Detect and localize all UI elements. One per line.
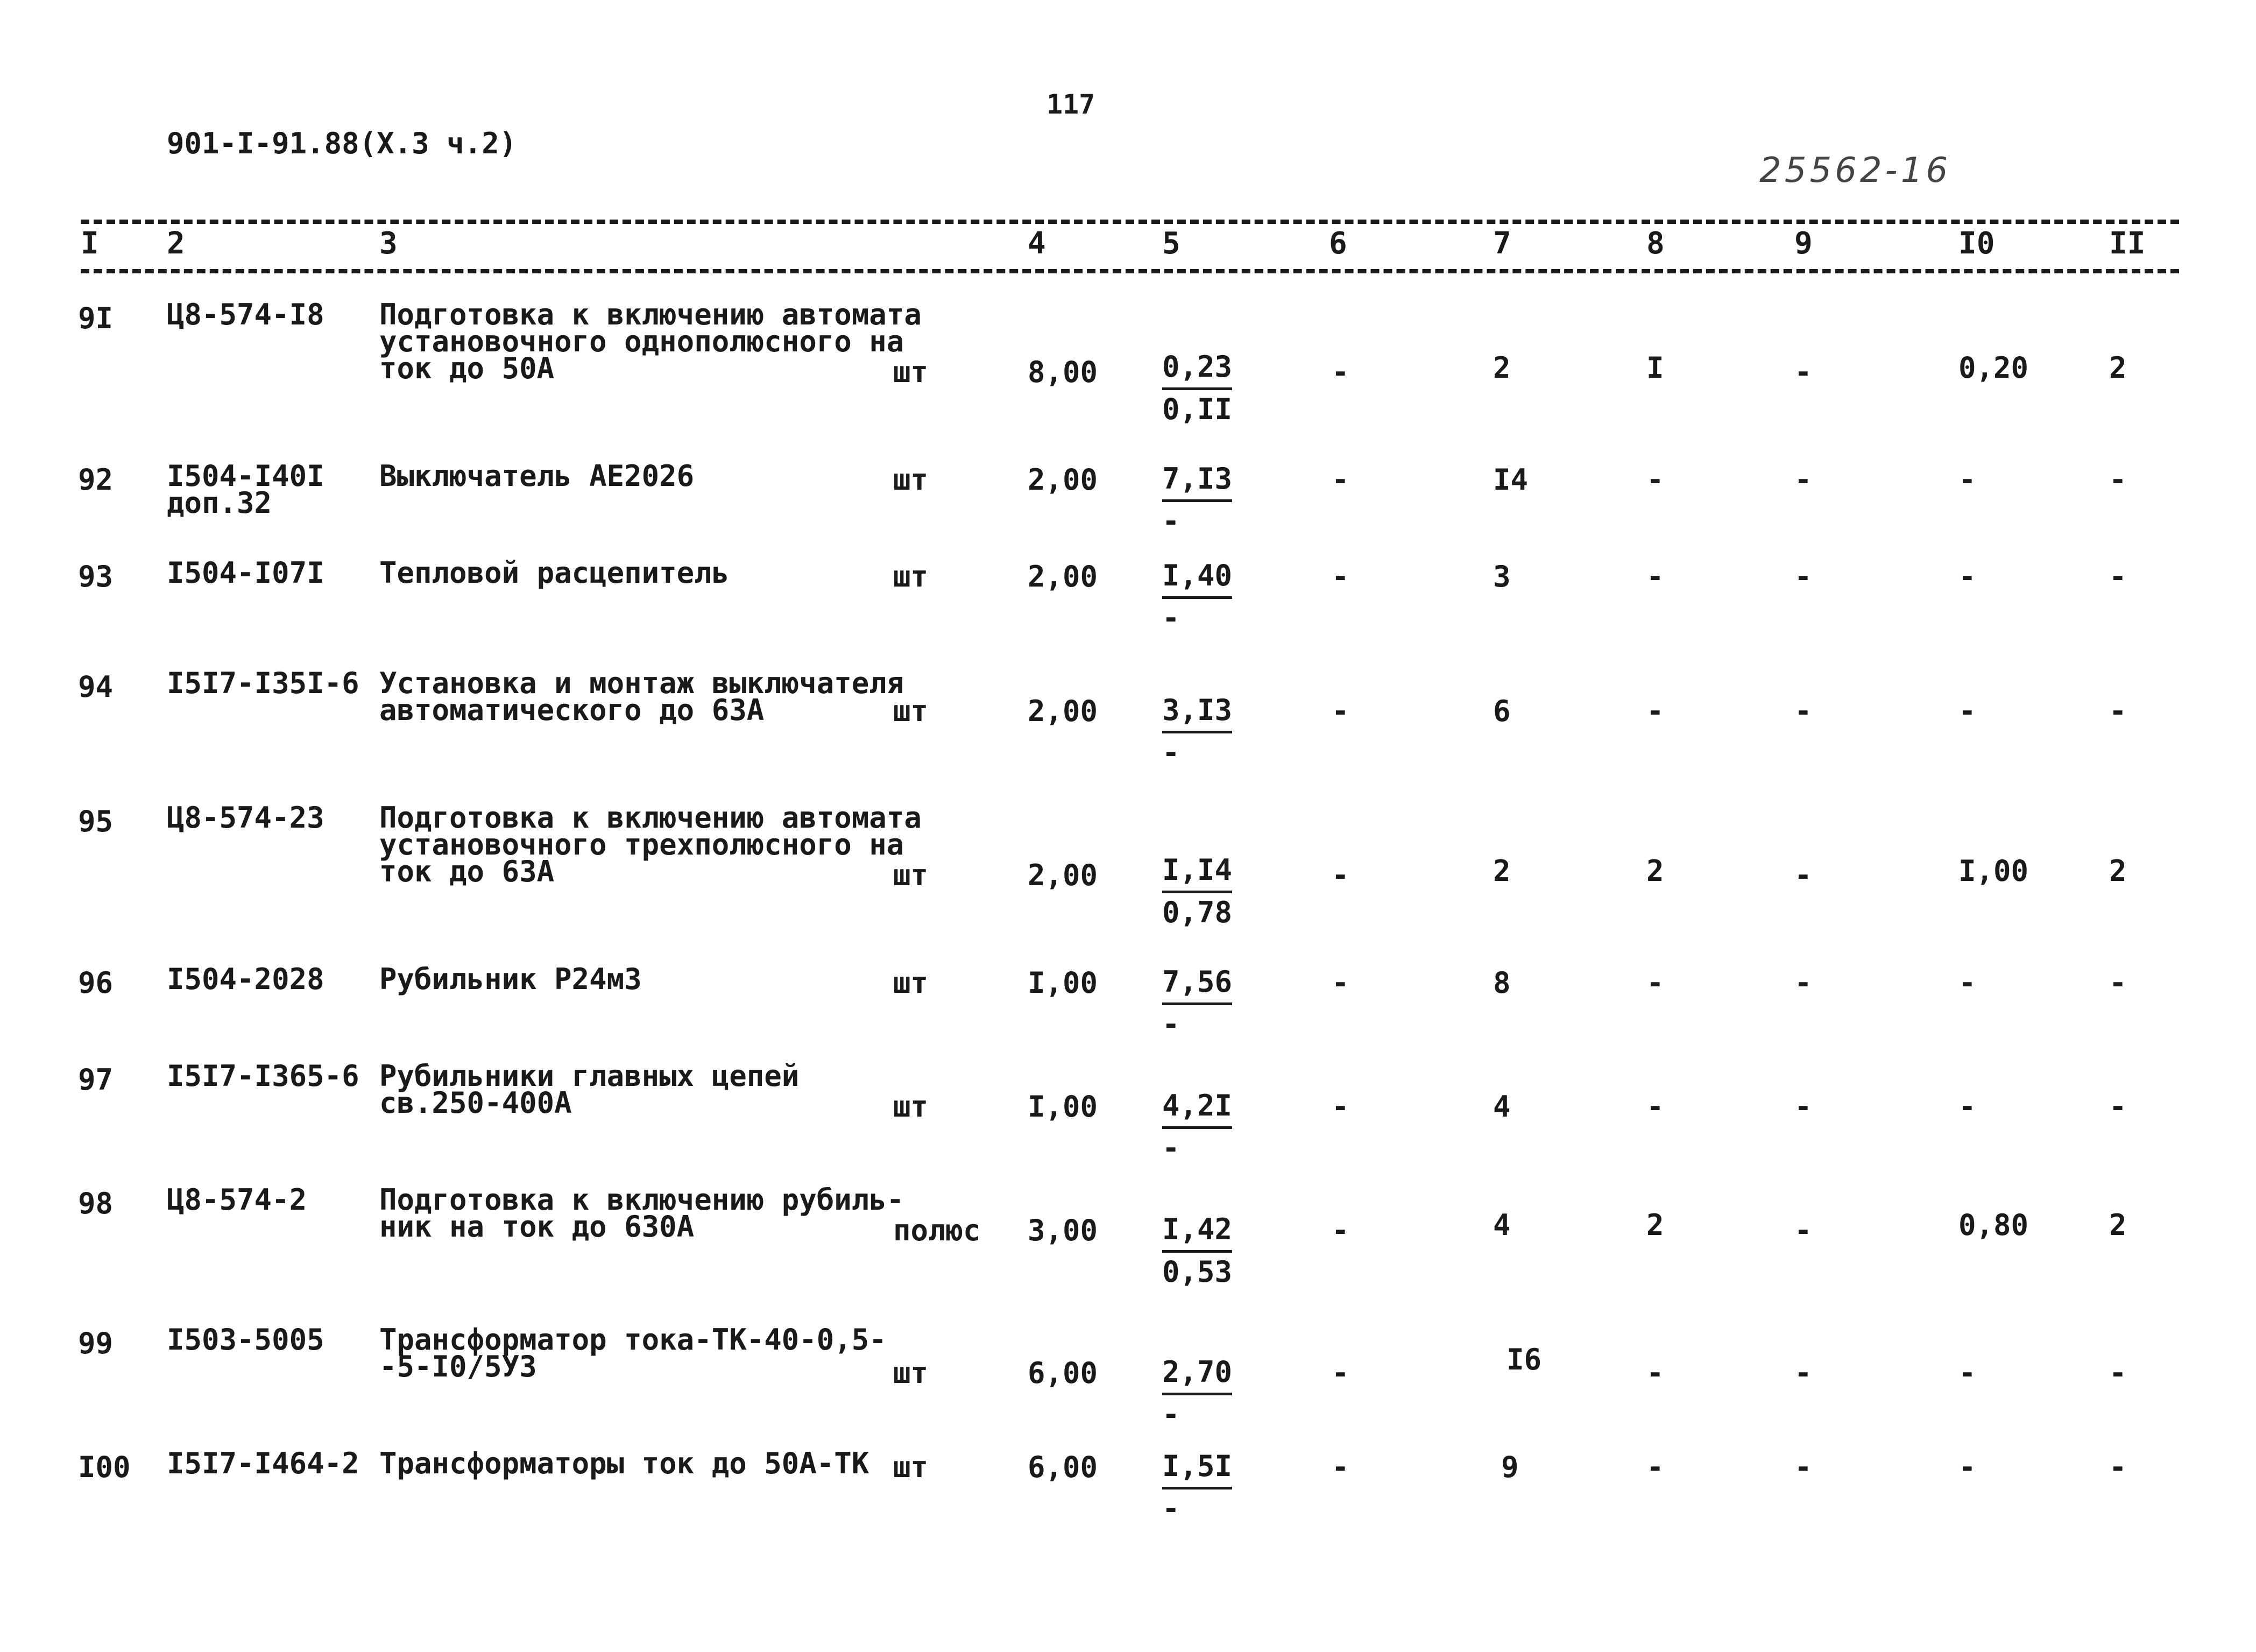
column-11-value: 2 [2109, 1208, 2127, 1242]
column-9-value: - [1794, 560, 1812, 594]
unit: полюс [893, 1213, 981, 1247]
row-number: 96 [78, 966, 114, 1000]
unit: шт [893, 966, 929, 1000]
quantity: I,00 [1028, 966, 1098, 1000]
column-9-value: - [1794, 694, 1812, 728]
row-number: 94 [78, 670, 114, 704]
column-9-value: - [1794, 463, 1812, 497]
column-11-value: - [2109, 966, 2127, 1000]
fraction-numerator: 2,70 [1162, 1355, 1233, 1389]
quantity: 2,00 [1028, 560, 1098, 594]
row-number: 98 [78, 1187, 114, 1220]
work-description: Установка и монтаж выключателя автоматического до 63А [379, 666, 904, 727]
column-header-3: 3 [379, 226, 398, 261]
resource-code: I5I7-I464-2 [167, 1446, 359, 1480]
column-8-value: 2 [1646, 854, 1664, 888]
fraction-bar [1162, 891, 1232, 893]
fraction-denominator: - [1162, 1397, 1180, 1431]
column-5-fraction [1162, 966, 1232, 1041]
column-10-value: - [1958, 966, 1976, 1000]
fraction-bar [1162, 731, 1232, 733]
column-6-value: - [1332, 1213, 1349, 1247]
resource-code: I503-5005 [167, 1323, 324, 1357]
work-description: Рубильники главных цепей св.250-400А [379, 1059, 800, 1120]
fraction-bar [1162, 596, 1232, 599]
column-5-fraction [1162, 1090, 1232, 1164]
column-7-value: 8 [1493, 966, 1511, 1000]
column-11-value: 2 [2109, 854, 2127, 888]
column-8-value: - [1646, 560, 1664, 594]
resource-code: Ц8-574-2 [167, 1183, 307, 1217]
column-6-value: - [1332, 694, 1349, 728]
row-number: 99 [78, 1326, 114, 1360]
document-code: 901-I-91.88(X.3 ч.2) [167, 126, 517, 160]
column-10-value: - [1958, 463, 1976, 497]
row-number: 95 [78, 804, 114, 838]
column-9-value: - [1794, 355, 1812, 389]
column-header-1: I [81, 226, 99, 261]
column-10-value: - [1958, 1356, 1976, 1390]
column-7-value: 3 [1493, 560, 1511, 594]
column-7-value: 2 [1493, 854, 1511, 888]
column-10-value: - [1958, 1090, 1976, 1124]
column-header-6: 6 [1329, 226, 1347, 261]
unit: шт [893, 560, 929, 594]
unit: шт [893, 694, 929, 728]
column-11-value: 2 [2109, 351, 2127, 385]
column-9-value: - [1794, 858, 1812, 892]
fraction-denominator: - [1162, 736, 1180, 769]
column-11-value: - [2109, 1090, 2127, 1124]
column-8-value: 2 [1646, 1208, 1664, 1242]
work-description: Трансформаторы ток до 50А-ТК [379, 1446, 869, 1480]
quantity: 2,00 [1028, 858, 1098, 892]
fraction-denominator: - [1162, 1131, 1180, 1165]
column-header-2: 2 [167, 226, 185, 261]
fraction-denominator: - [1162, 504, 1180, 538]
quantity: I,00 [1028, 1090, 1098, 1124]
column-9-value: - [1794, 1090, 1812, 1124]
column-header-5: 5 [1162, 226, 1180, 261]
fraction-bar [1162, 1003, 1232, 1005]
header-bottom-rule [81, 269, 2179, 273]
column-10-value: - [1958, 694, 1976, 728]
column-5-fraction [1162, 1213, 1232, 1288]
work-description: Выключатель АЕ2026 [379, 459, 695, 493]
fraction-numerator: I,42 [1162, 1212, 1233, 1246]
column-6-value: - [1332, 1450, 1349, 1484]
fraction-denominator: - [1162, 1492, 1180, 1526]
work-description: Тепловой расцепитель [379, 556, 730, 590]
row-number: I00 [78, 1450, 131, 1484]
column-header-8: 8 [1646, 226, 1665, 261]
column-10-value: 0,20 [1958, 351, 2029, 385]
column-9-value: - [1794, 1213, 1812, 1247]
column-6-value: - [1332, 355, 1349, 389]
work-description: Рубильник Р24м3 [379, 962, 642, 996]
column-8-value: - [1646, 1090, 1664, 1124]
column-7-value: 4 [1493, 1208, 1511, 1242]
work-description: Подготовка к включению рубиль- ник на ток до 630А [379, 1183, 904, 1244]
column-8-value: - [1646, 463, 1664, 497]
column-11-value: - [2109, 694, 2127, 728]
quantity: 6,00 [1028, 1450, 1098, 1484]
column-6-value: - [1332, 1090, 1349, 1124]
column-header-10: I0 [1958, 226, 1995, 261]
column-8-value: - [1646, 1356, 1664, 1390]
column-7-value: 2 [1493, 351, 1511, 385]
fraction-numerator: 7,56 [1162, 965, 1233, 999]
unit: шт [893, 355, 929, 389]
fraction-numerator: 3,I3 [1162, 693, 1233, 727]
resource-code: I504-2028 [167, 962, 324, 996]
resource-code: I5I7-I365-6 [167, 1059, 359, 1093]
fraction-denominator: - [1162, 1007, 1180, 1041]
column-11-value: - [2109, 1356, 2127, 1390]
handwritten-number: 25562-16 [1759, 151, 1951, 190]
column-7-value: 9 [1501, 1450, 1519, 1484]
unit: шт [893, 1450, 929, 1484]
column-6-value: - [1332, 560, 1349, 594]
column-6-value: - [1332, 1356, 1349, 1390]
quantity: 8,00 [1028, 355, 1098, 389]
fraction-denominator: 0,II [1162, 392, 1233, 426]
column-8-value: - [1646, 694, 1664, 728]
quantity: 3,00 [1028, 1213, 1098, 1247]
unit: шт [893, 858, 929, 892]
fraction-numerator: 0,23 [1162, 350, 1233, 384]
resource-code: I504-I40I доп.32 [167, 459, 324, 520]
fraction-numerator: I,40 [1162, 559, 1233, 592]
unit: шт [893, 463, 929, 497]
column-7-value: I4 [1493, 463, 1529, 497]
column-8-value: - [1646, 966, 1664, 1000]
column-header-11: II [2109, 226, 2146, 261]
column-5-fraction [1162, 463, 1232, 538]
row-number: 93 [78, 560, 114, 594]
column-6-value: - [1332, 966, 1349, 1000]
column-5-fraction [1162, 351, 1232, 426]
unit: шт [893, 1356, 929, 1390]
fraction-numerator: I,5I [1162, 1449, 1233, 1483]
column-6-value: - [1332, 858, 1349, 892]
fraction-denominator: 0,78 [1162, 895, 1233, 929]
column-10-value: - [1958, 1450, 1976, 1484]
column-9-value: - [1794, 966, 1812, 1000]
row-number: 9I [78, 301, 114, 335]
column-8-value: I [1646, 351, 1664, 385]
column-7-value: 6 [1493, 694, 1511, 728]
quantity: 2,00 [1028, 694, 1098, 728]
column-5-fraction [1162, 1356, 1232, 1431]
column-11-value: - [2109, 1450, 2127, 1484]
column-8-value: - [1646, 1450, 1664, 1484]
fraction-denominator: 0,53 [1162, 1255, 1233, 1289]
fraction-bar [1162, 1250, 1232, 1253]
column-10-value: - [1958, 560, 1976, 594]
fraction-denominator: - [1162, 601, 1180, 635]
resource-code: I504-I07I [167, 556, 324, 590]
column-9-value: - [1794, 1450, 1812, 1484]
column-10-value: 0,80 [1958, 1208, 2029, 1242]
quantity: 6,00 [1028, 1356, 1098, 1390]
work-description: Трансформатор тока-ТК-40-0,5- -5-I0/5У3 [379, 1323, 887, 1383]
row-number: 92 [78, 463, 114, 497]
fraction-bar [1162, 1393, 1232, 1395]
column-5-fraction [1162, 1450, 1232, 1525]
row-number: 97 [78, 1063, 114, 1097]
column-7-value: 4 [1493, 1090, 1511, 1124]
page-number: 117 [1046, 89, 1095, 120]
resource-code: Ц8-574-I8 [167, 298, 324, 331]
resource-code: I5I7-I35I-6 [167, 666, 359, 700]
quantity: 2,00 [1028, 463, 1098, 497]
column-7-value: I6 [1507, 1343, 1542, 1376]
column-11-value: - [2109, 560, 2127, 594]
column-11-value: - [2109, 463, 2127, 497]
column-10-value: I,00 [1958, 854, 2029, 888]
column-5-fraction [1162, 854, 1232, 929]
fraction-bar [1162, 1487, 1232, 1489]
unit: шт [893, 1090, 929, 1124]
column-6-value: - [1332, 463, 1349, 497]
column-5-fraction [1162, 694, 1232, 769]
column-header-4: 4 [1028, 226, 1046, 261]
fraction-numerator: 4,2I [1162, 1089, 1233, 1122]
resource-code: Ц8-574-23 [167, 801, 324, 835]
header-top-rule [81, 220, 2179, 224]
work-description: Подготовка к включению автомата установочного трехполюсного на ток до 63А [379, 801, 922, 888]
column-header-7: 7 [1493, 226, 1511, 261]
column-9-value: - [1794, 1356, 1812, 1390]
fraction-bar [1162, 1126, 1232, 1129]
fraction-bar [1162, 499, 1232, 502]
column-5-fraction [1162, 560, 1232, 634]
column-header-9: 9 [1794, 226, 1813, 261]
work-description: Подготовка к включению автомата установочного однополюсного на ток до 50А [379, 298, 922, 385]
fraction-bar [1162, 387, 1232, 390]
fraction-numerator: 7,I3 [1162, 462, 1233, 496]
fraction-numerator: I,I4 [1162, 853, 1233, 887]
